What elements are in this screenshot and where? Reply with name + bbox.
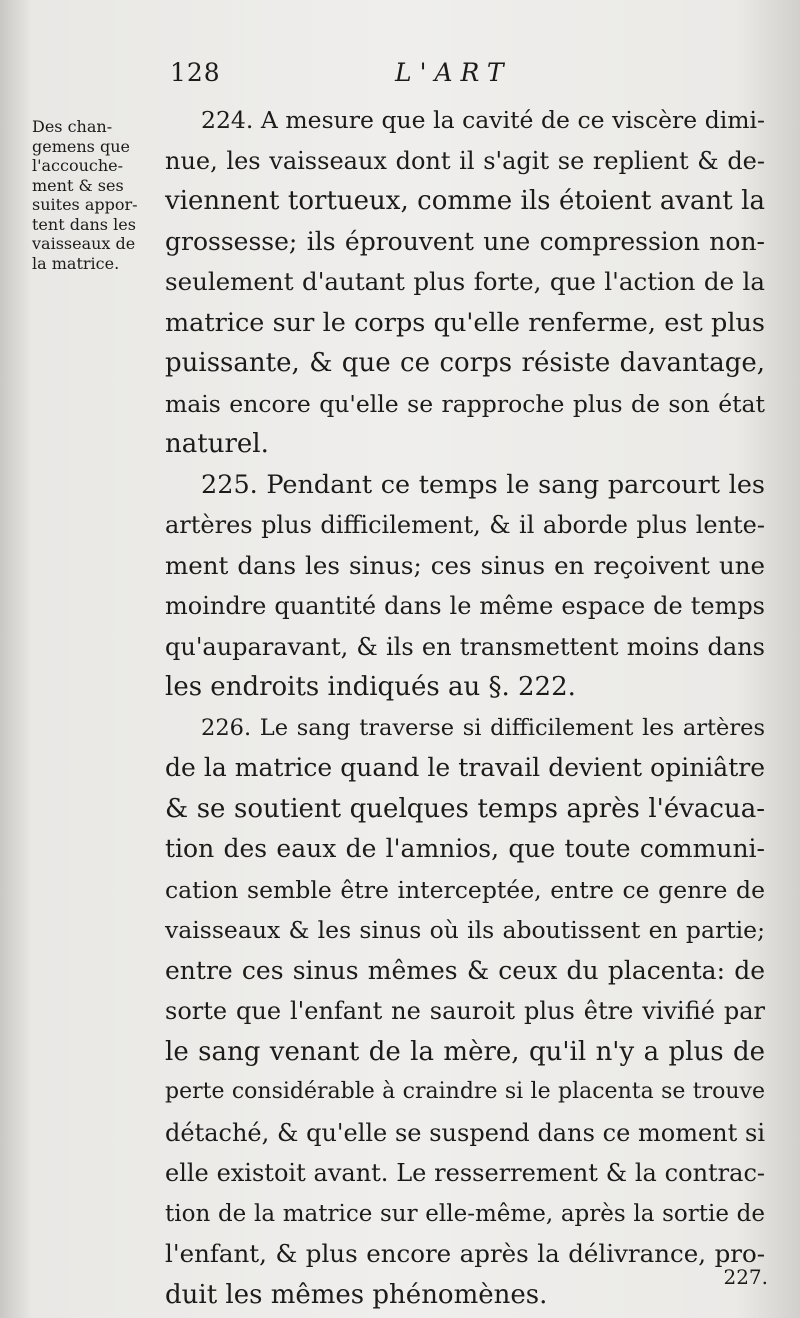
text-line: perte considérable à craindre si le placenta se trouve — [165, 1079, 765, 1104]
text-line: moindre quantité dans le même espace de temps — [165, 592, 765, 620]
text-line: cation semble être interceptée, entre ce genre de — [165, 875, 765, 904]
text-line: ment dans les sinus; ces sinus en reçoivent une — [165, 550, 765, 580]
body-text — [165, 100, 765, 1315]
text-line: les endroits indiqués au §. 222. — [165, 672, 576, 702]
margin-note-line: l'accouche- — [32, 156, 124, 175]
text-line: artères plus difficilement, & il aborde plus lente- — [165, 511, 765, 539]
running-head: L'ART — [395, 58, 512, 87]
text-line: seulement d'autant plus forte, que l'action de la — [165, 267, 765, 296]
margin-note — [32, 117, 172, 273]
paragraph-224-start: 224. A mesure que la cavité de ce viscère dimi- — [201, 106, 765, 134]
text-line: détaché, & qu'elle se suspend dans ce moment si — [165, 1118, 765, 1147]
text-line: qu'auparavant, & ils en transmettent moins dans — [165, 632, 765, 661]
text-line: vaisseaux & les sinus où ils aboutissent en partie; — [165, 916, 765, 944]
margin-note-line: Des chan- — [32, 117, 113, 136]
text-line: naturel. — [165, 429, 269, 459]
text-line: tion de la matrice sur elle-même, après la sortie de — [165, 1200, 765, 1227]
text-line: l'enfant, & plus encore après la délivrance, pro- — [165, 1239, 765, 1268]
paragraph-225-start: 225. Pendant ce temps le sang parcourt les — [201, 469, 765, 500]
text-line: & se soutient quelques temps après l'évacua- — [165, 793, 765, 824]
page-number: 128 — [170, 58, 221, 87]
text-line: elle existoit avant. Le resserrement & la contrac- — [165, 1159, 765, 1187]
margin-note-line: vaisseaux de — [32, 234, 136, 253]
text-line: nue, les vaisseaux dont il s'agit se replient & de- — [165, 146, 765, 175]
margin-note-line: suites appor- — [32, 195, 138, 214]
text-line: matrice sur le corps qu'elle renferme, est plus — [165, 307, 765, 338]
margin-note-line: tent dans les — [32, 214, 136, 234]
text-line: duit les mêmes phénomènes. — [165, 1279, 548, 1310]
margin-note-line: gemens que — [32, 136, 130, 156]
text-line: de la matrice quand le travail devient opiniâtre — [165, 753, 765, 782]
margin-note-line: la matrice. — [32, 253, 120, 273]
catchword: 227. — [723, 1265, 768, 1289]
page-header — [170, 58, 770, 94]
margin-note-line: ment & ses — [32, 175, 124, 195]
paragraph-226-start: 226. Le sang traverse si difficilement les artères — [201, 714, 765, 741]
text-line: le sang venant de la mère, qu'il n'y a plus de — [165, 1036, 765, 1067]
text-line: sorte que l'enfant ne sauroit plus être vivifié par — [165, 997, 765, 1025]
text-line: grossesse; ils éprouvent une compression non- — [165, 226, 765, 256]
text-line: puissante, & que ce corps résiste davantage, — [165, 348, 765, 378]
text-line: mais encore qu'elle se rapproche plus de son état — [165, 389, 765, 418]
text-line: entre ces sinus mêmes & ceux du placenta: de — [165, 955, 765, 985]
text-line: viennent tortueux, comme ils étoient avant la — [165, 186, 765, 216]
text-line: tion des eaux de l'amnios, que toute communi- — [165, 834, 765, 863]
